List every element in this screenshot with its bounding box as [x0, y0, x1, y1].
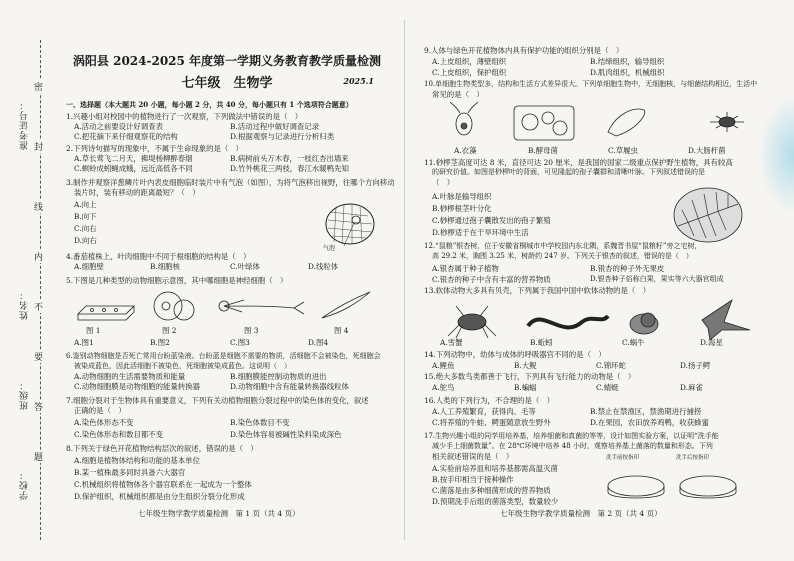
option: C.图3: [230, 338, 250, 347]
option: C.菌落是由多种细菌形成的营养物质: [432, 486, 551, 495]
option: A.鲤鱼: [432, 361, 455, 370]
option: B.桫椤根茎叶分化: [432, 204, 492, 213]
question-3-cont: 装片时，装有移动的距离最短？（ ）: [74, 188, 200, 197]
option: B.结缔组织，输导组织: [590, 57, 665, 66]
option: A.雪蟹: [440, 338, 463, 347]
exam-subtitle: 七年级 生物学: [181, 76, 273, 91]
question-7-cont: 正确的是（ ）: [74, 406, 126, 415]
option: A.动物细胞的生活需要物质和能量: [74, 372, 186, 381]
option: B.细胞核: [150, 262, 180, 271]
question-10-cont: 常见的是（ ）: [432, 90, 484, 99]
option: C.草履虫: [608, 146, 638, 155]
exam-date: 2025.1: [343, 76, 374, 86]
option: A.银杏属于种子植物: [432, 264, 499, 273]
fern-leaf-figure: [672, 186, 744, 244]
question-11-cont2: （ ）: [432, 178, 455, 187]
question-4: 4.番茄植株上，叶肉细胞中不同于根细胞的结构是（ ）: [66, 252, 251, 261]
option: B.染色体数目不变: [230, 418, 290, 427]
seal-char: 要: [34, 350, 43, 363]
seal-char: 内: [34, 250, 43, 263]
question-8: 8.下列关于绿色开花植物结构层次的叙述，错误的是（ ）: [66, 444, 258, 453]
seal-char: 不: [34, 300, 43, 313]
option: B.禁止在禁渔区，禁渔期进行捕捞: [590, 407, 702, 416]
question-17-cont2: 相关叙述错误的是（ ）: [432, 452, 514, 461]
option: B.按手印相当于接种操作: [432, 475, 514, 484]
animal-cells-figure: [74, 288, 374, 324]
option: A.上皮组织，薄壁组织: [432, 57, 507, 66]
option: B.活动过程中做好调查记录: [230, 122, 320, 131]
option: D.麻雀: [680, 383, 703, 392]
bubble-label: 气泡: [323, 245, 336, 252]
option: B.大鲵: [514, 361, 537, 370]
option: D.扬子鳄: [680, 361, 711, 370]
question-17-cont: 减少手上细菌数量”。在 28℃环境中培养 48 小时，观察培养基上菌落的数量和形态。下列: [432, 442, 713, 450]
figure-label: 图 3: [244, 326, 259, 335]
option: D.向右: [74, 236, 97, 245]
option: A.鸵鸟: [432, 383, 455, 392]
question-16: 16.人类的下列行为，不合理的是（ ）: [424, 396, 555, 405]
option: C.桫椤通过孢子囊散发出的孢子繁殖: [432, 216, 551, 225]
question-6-cont: 被染成蓝色，因此活细胞不被染色，死细胞被染成蓝色。这说明（ ）: [74, 362, 291, 370]
question-10: 10.单细胞生物类型多，结构和生活方式差异很大。下列单细胞生物中，无细胞核，与细菌结构相近，生活中: [424, 80, 758, 88]
seal-char: 密: [34, 80, 43, 93]
dish-label: 洗手前按指印: [606, 455, 640, 461]
seal-char: 封: [34, 140, 43, 153]
question-5: 5.下图是几种类型的动物细胞示意图，其中哪细胞是神经细胞（ ）: [66, 276, 288, 285]
option: A.向上: [74, 200, 97, 209]
class-label: 班级：: [20, 380, 30, 410]
option: B.蚯蚓: [530, 338, 553, 347]
option: D.大肠杆菌: [688, 146, 726, 155]
question-6: 6.鉴别动物细胞是否死亡常用台盼蓝染液。台盼蓝是细胞不需要的物质，活细胞不会被染色，死细胞会: [66, 352, 381, 360]
figure-label: 图 2: [162, 326, 177, 335]
page-1: [58, 0, 396, 561]
question-7: 7.细胞分裂对于生物体具有重要意义，下列有关动植物细胞分裂过程中的染色体的变化，叙述: [66, 396, 369, 405]
option: D.预期洗手后组的菌落类型，数量较少: [432, 497, 559, 506]
option: C.染色体形态和数目都不变: [74, 430, 164, 439]
option: D.动物细胞中含有能量转换器线粒体: [230, 382, 349, 391]
option: D.根据观察与记录进行分析归类: [230, 132, 335, 141]
dish-label: 洗手后按指印: [676, 455, 710, 461]
option: A.叶脉是输导组织: [432, 192, 492, 201]
question-17: 17.生物兴趣小组的同学用培养基，培养细菌和真菌的等等，设计如图实验方案，以证明“洗手能: [424, 432, 719, 440]
seal-char: 答: [34, 400, 43, 413]
option: D.染色体容易被碱性染料染成深色: [230, 430, 342, 439]
page-footer: 七年级生物学教学质量检测 第 1 页（共 4 页）: [138, 509, 300, 518]
page-2: [418, 0, 758, 561]
question-11: 11.桫椤茎高度可达 8 米，直径可达 20 厘米，是我国的国家二级重点保护野生植物，具有较高: [424, 158, 733, 167]
option: C.机械组织将植物体各个器官联系在一起成为一个整体: [74, 480, 252, 489]
option: B.图2: [150, 338, 170, 347]
page-divider: [404, 20, 405, 540]
option: C.蜻蜓: [596, 383, 619, 392]
option: C.锦环蛇: [596, 361, 626, 370]
name-label: 姓名：: [20, 290, 30, 320]
question-14: 14.下列动物中，幼体与成体的呼吸器官不同的是（ ）: [424, 350, 606, 359]
option: B.蝙蝠: [514, 383, 537, 392]
option: B.某一植株最多同时具备六大器官: [74, 468, 186, 477]
question-11-cont: 的研究价值。如图是桫椤叶的背面，可见隆起的孢子囊群和清晰叶脉。下列叙述错误的是: [432, 168, 705, 176]
option: D.银杏种子俗称白果，果实等六大器官组成: [590, 275, 724, 283]
option: A.细胞是植物体结构和功能的基本单位: [74, 456, 200, 465]
option: C.银杏的种子中含有丰富的营养物质: [432, 275, 551, 284]
option: C.上皮组织，保护组织: [432, 68, 507, 77]
option: B.细胞膜能控制动物质的进出: [230, 372, 327, 381]
option: C.将养殖的牛蛙、鳄蛋随意放生野外: [432, 418, 551, 427]
option: A.实验前培养皿和培养基都需高温灭菌: [432, 464, 558, 473]
option: D.桫椤适于在干旱环境中生活: [432, 228, 529, 237]
binding-margin: [10, 40, 50, 540]
option: A.细胞壁: [74, 262, 104, 271]
option: D.线粒体: [308, 262, 339, 271]
single-cell-organisms-figure: [448, 102, 748, 142]
figure-label: 图 1: [86, 326, 101, 335]
option: A.图1: [74, 338, 94, 347]
option: B.银杏的种子外无果皮: [590, 264, 665, 273]
option: A.衣藻: [454, 146, 477, 155]
option: C.蜗牛: [622, 338, 645, 347]
question-9: 9.人体与绿色开花植物体内具有保护功能的组织分别是（ ）: [424, 46, 624, 55]
option: B.向下: [74, 212, 97, 221]
question-1: 1.兴趣小组对校园中的植物进行了一次观察，下列做法中错误的是（ ）: [66, 112, 303, 121]
option: C.叶绿体: [230, 262, 260, 271]
petri-dish-figure: [606, 464, 746, 506]
animals-figure: [432, 296, 752, 340]
seal-char: 题: [34, 450, 43, 463]
option: A.染色体形态不变: [74, 418, 134, 427]
option: C.动物细胞膜是动物细胞的能量转换器: [74, 382, 200, 391]
page-footer: 七年级生物学教学质量检测 第 2 页（共 4 页）: [500, 509, 662, 518]
option: B.病树前头万木春，一枝红杏出墙来: [230, 154, 349, 163]
school-label: 学校：: [20, 470, 30, 500]
scan-glare: [758, 95, 794, 215]
seal-char: 线: [34, 200, 43, 213]
exam-no-label: 准考证号：: [20, 100, 30, 150]
question-2: 2.下列诗句描写的现象中，不属于生命现象的是（ ）: [66, 144, 244, 153]
option: C.螟蛉成蚓蝇成蛾，远近高低各不同: [74, 164, 193, 173]
option: D.图4: [308, 338, 329, 347]
option: A.活动之前要设计好调查表: [74, 122, 163, 131]
option: C.把花摘下来仔细观察花的结构: [74, 132, 178, 141]
option: A.人工养殖繁育，获得肉、毛等: [432, 407, 536, 416]
figure-label: 图 4: [334, 326, 349, 335]
question-12-cont: 高 29.2 米，胸围 3.25 米，树龄约 247 岁。下列关于银杏的叙述，错误的是（ ）: [432, 252, 693, 260]
question-13: 13.软体动物大多具有贝壳，下列属于我国中国中软体动物的是（ ）: [424, 286, 651, 295]
question-15: 15.绝大多数鸟类都善于飞行，下列具有飞行能力的动物是（ ）: [424, 372, 636, 381]
option: D.海星: [700, 338, 723, 347]
option: D.竹外桃花三两枝，春江水暖鸭先知: [230, 164, 349, 173]
option: A.草长莺飞二月天，拂堤杨柳醉春烟: [74, 154, 193, 163]
binding-line: [40, 40, 41, 540]
question-12: 12.“鼠粮”银杏树，位于安徽省桐城市中学校园内东北隅，系魏晋书屋“鼠粮籽”旁之宅树，: [424, 242, 702, 250]
option: D.保护组织，机械组织都是由分生组织分裂分化形成: [74, 492, 245, 501]
section-heading: 一、选择题（本大题共 20 小题，每小题 2 分，共 40 分，每小题只有 1 个选项符合题意）: [66, 100, 353, 109]
option: D.肌肉组织，机械组织: [590, 68, 665, 77]
question-3: 3.制作并观察洋葱鳞片叶内表皮细胞临时装片中有气泡（如图），为将气泡移出视野，往哪个方向移动: [66, 178, 395, 187]
option: B.酵母菌: [528, 146, 558, 155]
option: D.在果园，农田放养鸡鸭，收获蜂蜜: [590, 418, 709, 427]
exam-title: 涡阳县 2024-2025 年度第一学期义务教育教学质量检测: [72, 54, 382, 68]
option: C.向右: [74, 224, 97, 233]
